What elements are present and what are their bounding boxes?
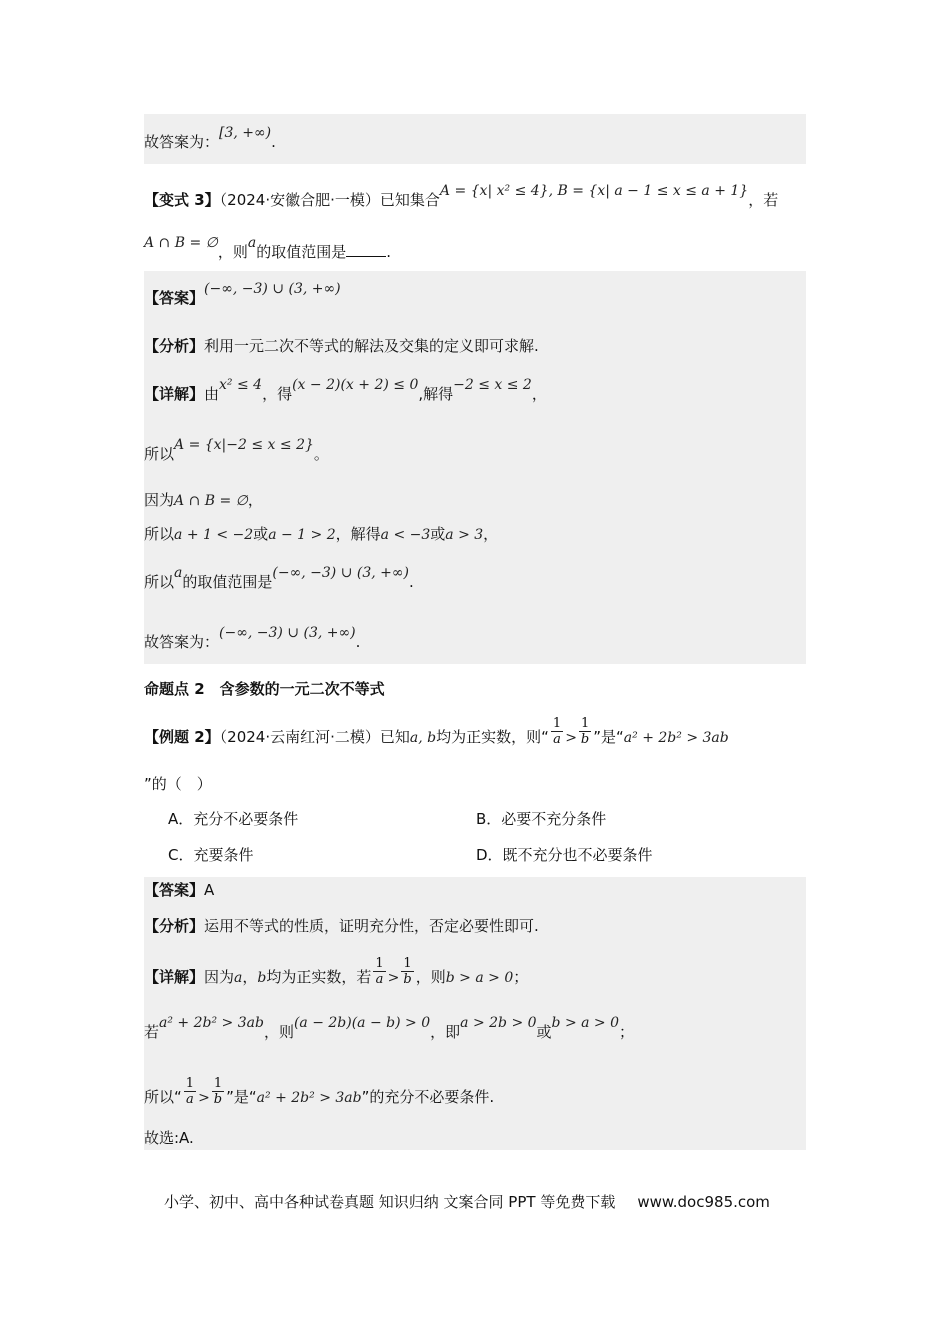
option-a[interactable]: A．充分不必要条件 [168,810,299,828]
math-cond: A ∩ B = ∅ [144,235,218,251]
option-c[interactable]: C．充要条件 [168,846,254,864]
analysis2-line: 【分析】运用不等式的性质，证明充分性，否定必要性即可. [144,917,539,935]
detail2-line1: 【详解】因为a，b均为正实数，若 $\frac{1}{a}$ > $\frac{1}{b}$ ，则b > a > 0； [144,956,529,987]
option-d[interactable]: D．既不充分也不必要条件 [476,846,653,864]
page-footer [164,1191,770,1212]
answer3-line [144,281,341,311]
detail3-line1: 【详解】由x² ≤ 4，得(x − 2)(x + 2) ≤ 0,解得−2 ≤ x ≤ 2， [144,377,547,403]
variant3-source: （2024·安徽合肥·一模） [219,191,380,209]
analysis3-line: 【分析】利用一元二次不等式的解法及交集的定义即可求解. [144,337,539,355]
detail2-line4: 故选:A. [144,1129,194,1147]
detail3-line4: 所以a + 1 < −2或a − 1 > 2，解得a < −3或a > 3， [144,525,499,543]
answer-line-prev: 故答案为：[3, +∞). [144,125,276,151]
answer3-tag: 【答案】 [144,289,205,307]
analysis2-tag: 【分析】 [144,917,205,935]
shade-block-2 [144,271,806,664]
example2-source: （2024·云南红河·二模） [219,728,380,746]
example2-question: 【例题 2】（2024·云南红河·二模）已知a, b均为正实数，则“ $\frac{1}{a}$ > $\frac{1}{b}$ ”是“a² + 2b² > 3ab [144,716,729,747]
section-heading: 命题点 2 含参数的一元二次不等式 [144,680,385,698]
fraction-1-over-a: $\frac{1}{a}$ [185,1076,195,1107]
math-expr: [3, +∞) [219,125,272,141]
detail2-line2: 若a² + 2b² > 3ab，则(a − 2b)(a − b) > 0，即a > 2b > 0或b > a > 0； [144,1015,635,1041]
detail3-line3: 因为A ∩ B = ∅， [144,491,263,509]
variant3-question: 【变式 3】（2024·安徽合肥·一模）已知集合A = {x| x² ≤ 4}, B = {x| a − 1 ≤ x ≤ a + 1}，若 [144,183,779,209]
fraction-1-over-b: $\frac{1}{b}$ [403,956,412,987]
math-sets: A = {x| x² ≤ 4}, B = {x| a − 1 ≤ x ≤ a + 1} [439,183,749,199]
analysis3-tag: 【分析】 [144,337,205,355]
math-answer3: (−∞, −3) ∪ (3, +∞) [204,281,341,297]
detail3-line5: 所以a的取值范围是(−∞, −3) ∪ (3, +∞). [144,565,414,591]
example2-question-cont: ”的（ ） [144,775,212,793]
detail3-tag: 【详解】 [144,385,205,403]
detail2-line3: 所以“ $\frac{1}{a}$ > $\frac{1}{b}$ ”是“a² + 2b² > 3ab”的充分不必要条件. [144,1076,495,1107]
detail2-tag: 【详解】 [144,968,205,986]
fraction-1-over-a: $\frac{1}{a}$ [375,956,384,987]
variant3-tag: 【变式 3】 [144,191,220,209]
option-b[interactable]: B．必要不充分条件 [476,810,607,828]
fraction-1-over-b: $\frac{1}{b}$ [580,716,590,747]
footer-text: 小学、初中、高中各种试卷真题 知识归纳 文案合同 PPT 等免费下载 [164,1193,616,1211]
fraction-1-over-b: $\frac{1}{b}$ [213,1076,223,1107]
example2-tag: 【例题 2】 [144,728,220,746]
footer-site-link[interactable]: www.doc985.com [637,1193,770,1211]
fraction-1-over-a: $\frac{1}{a}$ [552,716,562,747]
variant3-question-cont: A ∩ B = ∅，则a的取值范围是 . [144,235,392,261]
answer2-tag: 【答案】 [144,881,205,899]
answer2-value: A [204,881,215,899]
detail3-line6: 故答案为：(−∞, −3) ∪ (3, +∞). [144,625,361,651]
answer-blank [346,242,386,257]
detail3-line2: 所以A = {x|−2 ≤ x ≤ 2}。 [144,437,329,463]
answer2-line [144,878,214,902]
